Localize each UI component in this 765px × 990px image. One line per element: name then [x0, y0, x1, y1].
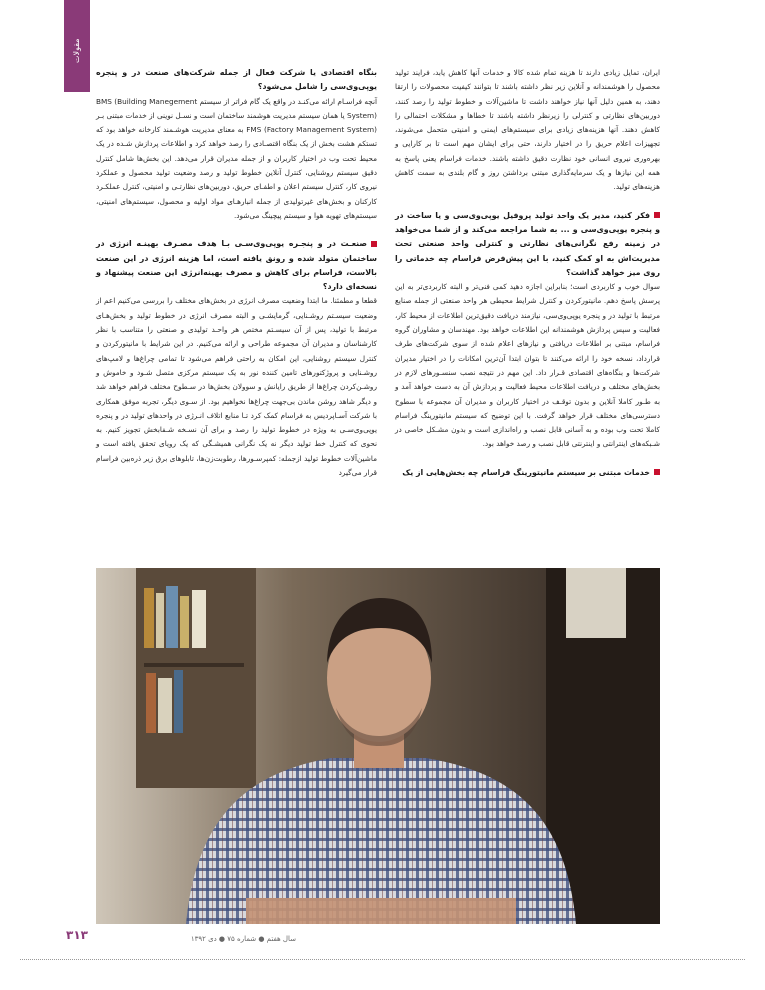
- page-number: ۳۱۳: [66, 928, 88, 942]
- issue-info: سال هفتم ● شماره ۷۵ ● دی ۱۳۹۲: [190, 935, 296, 943]
- answer-3: قطعا و مطمئنا. ما ابتدا وضعیت مصرف انرژی در بخش‌های مختلف را بررسی می‌کنیم اعم از وضعیت سیسـتم روشـنایی، گرمایشـی و البته مصرف انرژی در خطوط تولید و بخش‌هـای مرتبط با تولید، پس از آن سیسـتم مختص هر واحـد تولیدی و صنعتی را متناسب با نظر کارشناسان و مدیران آن مجموعه طراحی و ارائه می‌کنیم. در این شرایط با مانیتورکردن و کنترل سیستم روشنایی، این امکان به راحتی فراهم می‌شود تا تمامی چراغ‌ها و لامپ‌های روشـنایی و پروژکتورهای تامین کننده نور به یک سیستم مرکزی متصل شـود و خاموش و روشـن‌کردن چراغ‌ها از طریق رایانش و سوولان بخش‌ها در سـطوح مختلف فراهم خواهد شد و دیگر شاهد روشن ماندن بی‌جهت چراغ‌ها نخواهیم بود. از سـوی دیگر، تجربه موفق همکاری با شرکت آسـاپردیس به فراسام کمک کرد تـا منابع اتلاف انـرژی در واحدهای تولید در و پنجره یوپی‌وی‌سـی به ویژه در خطوط تولید را رصد و برای آن نسـخه شـفابخش تجویز کنیم. به نحوی که کنترل خط تولید دیگر نه یک نگرانی همیشـگی که یک رویای تحقق یافته است و ماشین‌آلات خطوط تولید ازجمله: کمپرسـورها، رطوبت‌زن‌ها، تابلوهای برق زیر ذره‌بین فراسام قرار می‌گیرد: [96, 296, 377, 478]
- portrait-illustration: [96, 568, 660, 924]
- question-2-text: خدمات مبتنی بر سیستم مانیتورینگ فراسام چه بخش‌هایی از یک: [402, 467, 650, 477]
- interviewee-photo: [96, 568, 660, 924]
- question-2: [395, 466, 660, 480]
- answer-2: آنچه فراسـام ارائه می‌کنـد در واقع یک گام فراتر از سیستم BMS (Building Manegement System) یا همان سیستم مدیریت هوشمند ساختمان است و نسـل نوینی از خدمات مبتنی بـر (FMS (Factory Management System به معنای مدیریت هوشـمند کارخانه خواهد بود که تستکم هشت بخش از یک بنگاه اقتصـادی را رصد خواهد کرد و اطلاعات پردازش شـده در یک محیط تحت وب در اختیار کاربران و از جمله مدیران قرار می‌دهد. این بخش‌ها شامل کنترل دقیق سیستم روشنایی، کنترل آنلاین خطوط تولید و رصد وضعیت تولید محصول و عملکرد نیروی کار، کنترل سیستم اعلان و اطفـای حریق، دوربین‌های نظارتـی و امنیتی، کنترل عملکـرد کارکنان و بخش‌های غیرتولیدی از جمله انبارهـای مواد اولیه و محصول، سیستم‌های امنیتی، سیستم‌های تهویه هوا و سیستم پیچینگ می‌شود.: [96, 96, 378, 220]
- answer-1: سوال خوب و کاربردی است؛ بنابراین اجازه دهید کمی فنی‌تر و البته کاربردی‌تر به این پرسش پاسخ دهم. مانیتورکردن و کنترل شرایط محیطی هر واحد صنعتی از جمله صنایع مرتبط با تولید در و پنجره یوپی‌وی‌سی، نیازمند دریافت دقیق‌ترین اطلاعات از محیط کار، فعالیت و سپس پردازش هوشمندانه این اطلاعات خواهد بود. مهندسان و مشاوران گروه فراسام، مبتنی بر اطلاعات دریافتی و نیازهای اعلام شده از سوی شرکت‌های طرف قرارداد، نسخه خود را ارائه می‌کنند تا بتوان ابتدا آن‌ترین امکانات را در اختیار مدیران شرکت‌ها و بنگاه‌های اقتصادی قـرار داد. این مهم در نتیجه نصب سنسـورهای لازم در بخش‌های مختلف و دریافت اطلاعات محیط فعالیت و پردازش آن به دست خواهد آمد و به طـور کاملا آنلاین و بدون توقـف در اختیار کاربران و مدیران آن مجموعه با سطوح دسترسی‌های مختلف قرار خواهد گرفت. با این توضیح که سیستم مانیتورینگ فراسام کاملا تحت وب بوده و به آسانی قابل نصب و راه‌اندازی است و بدون مشـکل خاصی در شـبکه‌های اینترانتی و اینترنتی قابل نصب و رصد خواهد بود.: [395, 282, 660, 449]
- question-2-continued: بنگاه اقتصادی یا شرکت فعال از جمله شرکت‌های صنعت در و پنجره یوپی‌وی‌سی را شامل می‌شود؟: [96, 68, 377, 92]
- bullet-icon: [371, 241, 377, 247]
- section-tab-label: مقولات: [72, 38, 81, 64]
- question-1-text: فکر کنید، مدیر یک واحد تولید پروفیل یوپی‌وی‌سی و یا ساخت در و پنجره یوپی‌وی‌سی و ... به شما مراجعه می‌کند و از شما می‌خواهد در زمینه رفع نگرانی‌های نظارتی و کنترلی واحد صنعتی تحت مدیریت‌اش به او کمک کنید، با این پیش‌فرض فراسام چه خدماتی را روی میز خواهد گذاشت؟: [395, 210, 660, 277]
- bullet-icon: [654, 212, 660, 218]
- question-3: [96, 237, 377, 294]
- intro-paragraph: ایران، تمایل زیادی دارند تا هزینه تمام شده کالا و خدمات آنها کاهش یابد، فرایند تولید محصول را هوشمندانه و آنلاین زیر نظر داشته باشند تا بتوانند کیفیت محصولات را ارتقا دهند، به همین دلیل آنها نیاز خواهند داشت تا ماشین‌آلات و خطوط تولید را رصد کنند، دوربین‌های نظارتی و کنترلی را زیرنظر داشته باشند تا خطاها و مشکلات احتمالی را کاهش دهند. آنها هزینه‌های زیادی برای سیستم‌های ایمنی و امنیتی متحمل می‌شوند، تجهیزات اعلام حریق را در اختیار دارند، حتی برای ایشان مهم است تا بر کارایی و بهره‌وری نیروی انسانی خود نظارت دقیق داشته باشند. خدمات فراسام یعنی پاسخ به همه این نیازها و یک سرمایه‌گذاری مبتنی برداشتن روز و گام بلندی به سمت کاهش هزینه‌های تولید.: [395, 68, 660, 192]
- question-1: [395, 209, 660, 280]
- bullet-icon: [654, 469, 660, 475]
- question-3-text: صنعـت در و پنجـره یوپی‌وی‌سـی بـا هدف مصـرف بهینـه انرژی در ساختمان متولد شده و رونق یافته است، اما هزینه انرژی در این صنعت بالاست، فراسام برای کاهش و مصرف بهینه‌انرژی این صنعت پیشنهاد و نسخه‌ای دارد؟: [96, 239, 377, 292]
- left-column: [96, 66, 377, 480]
- footer-divider: [20, 959, 745, 960]
- right-column: [395, 66, 660, 480]
